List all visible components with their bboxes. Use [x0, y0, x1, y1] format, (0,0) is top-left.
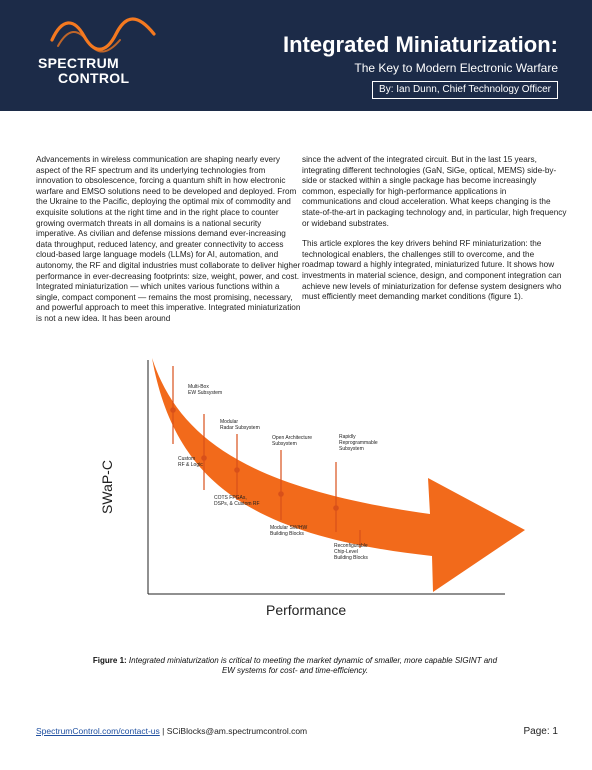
header-banner: [0, 0, 592, 111]
y-axis-label: SWaP-C: [99, 460, 115, 514]
footer: [36, 726, 307, 736]
label-modular-sw-hw: Modular SW/HW Building Blocks: [270, 525, 308, 537]
footer-separator: |: [159, 726, 167, 736]
logo-text-control: CONTROL: [58, 70, 130, 86]
contact-link[interactable]: SpectrumControl.com/contact-us: [36, 726, 160, 736]
caption-text: Integrated miniaturization is critical to meeting the market dynamic of smaller, more capable SIGINT and EW systems for cost- and time-efficiency.: [128, 656, 498, 675]
logo-wave-icon: [48, 14, 158, 56]
label-modular-radar: Modular Radar Subsystem: [220, 419, 260, 431]
article-paragraph: Advancements in wireless communication are shaping nearly every aspect of the RF spectrum and its underlying technologies from innovation to obsolescence, forcing a quantum shift in how electronic warfare and EMSO solutions need to be developed and deployed. From the Ukraine to the Pacific, deploying the optimal mix of commodity and exquisite solutions at the right time and in the right place to counter growing overmatch threats in all domains is a national security imperative. As civilian and defense missions demand ever-increasing data throughput, reduced latency, and greater connectivity to access cloud-based large language models (LLMs) for AI, automation, and autonomy, the RF and digital industries must collaborate to deliver higher performance in ever-decreasing footprints: size, weight, power, and cost. Integrated miniaturization — which unites various functions within a single, compact component — remains the most promising, necessary, and powerful approach to meet this imperative. Integrated miniaturization is not a new idea. It has been around: [36, 155, 301, 323]
label-reconfigurable: Reconfigurable Chip-Level Building Blocks: [334, 543, 368, 561]
page-subtitle: The Key to Modern Electronic Warfare: [354, 61, 558, 75]
page-number: Page: 1: [523, 726, 558, 737]
author-byline: By: Ian Dunn, Chief Technology Officer: [372, 81, 558, 99]
label-rapidly-reprogrammable: Rapidly Reprogrammable Subsystem: [339, 434, 378, 452]
caption-head: Figure 1:: [92, 656, 127, 665]
label-open-architecture: Open Architecture Subsystem: [272, 435, 313, 447]
article-right-column: [302, 155, 567, 313]
label-custom-rf: Custom RF & Logic: [178, 456, 203, 468]
page-title: Integrated Miniaturization:: [283, 32, 558, 57]
article-paragraph: This article explores the key drivers behind RF miniaturization: the technological enablers, the challenges still to overcome, and the roadmap toward a highly integrated, miniaturized future. It shows how investments in material science, design, and component integration can achieve new levels of miniaturization for defense system designers who must efficiently meet demanding market conditions (figure 1).: [302, 239, 562, 302]
article-left-column: [36, 155, 301, 335]
contact-email: SCiBlocks@am.spectrumcontrol.com: [166, 726, 308, 736]
figure-diagram: [100, 352, 540, 622]
label-cots: COTS FPGAs, DSPs, & Custom RF: [214, 495, 260, 507]
label-multi-box: Multi-Box EW Subsystem: [188, 384, 223, 396]
figure-caption: [90, 656, 500, 676]
logo-text-spectrum: SPECTRUM: [38, 55, 119, 71]
article-paragraph: since the advent of the integrated circuit. But in the last 15 years, integrating different technologies (GaN, SiGe, optical, MEMS) side-by-side or stacked within a single package has become increasingly common, especially for high-performance applications in communications and cloud acceleration. What keeps changing is the state-of-the-art in packaging technology and, in particular, high frequency or wideband substrates.: [302, 155, 567, 228]
x-axis-label: Performance: [266, 602, 347, 618]
